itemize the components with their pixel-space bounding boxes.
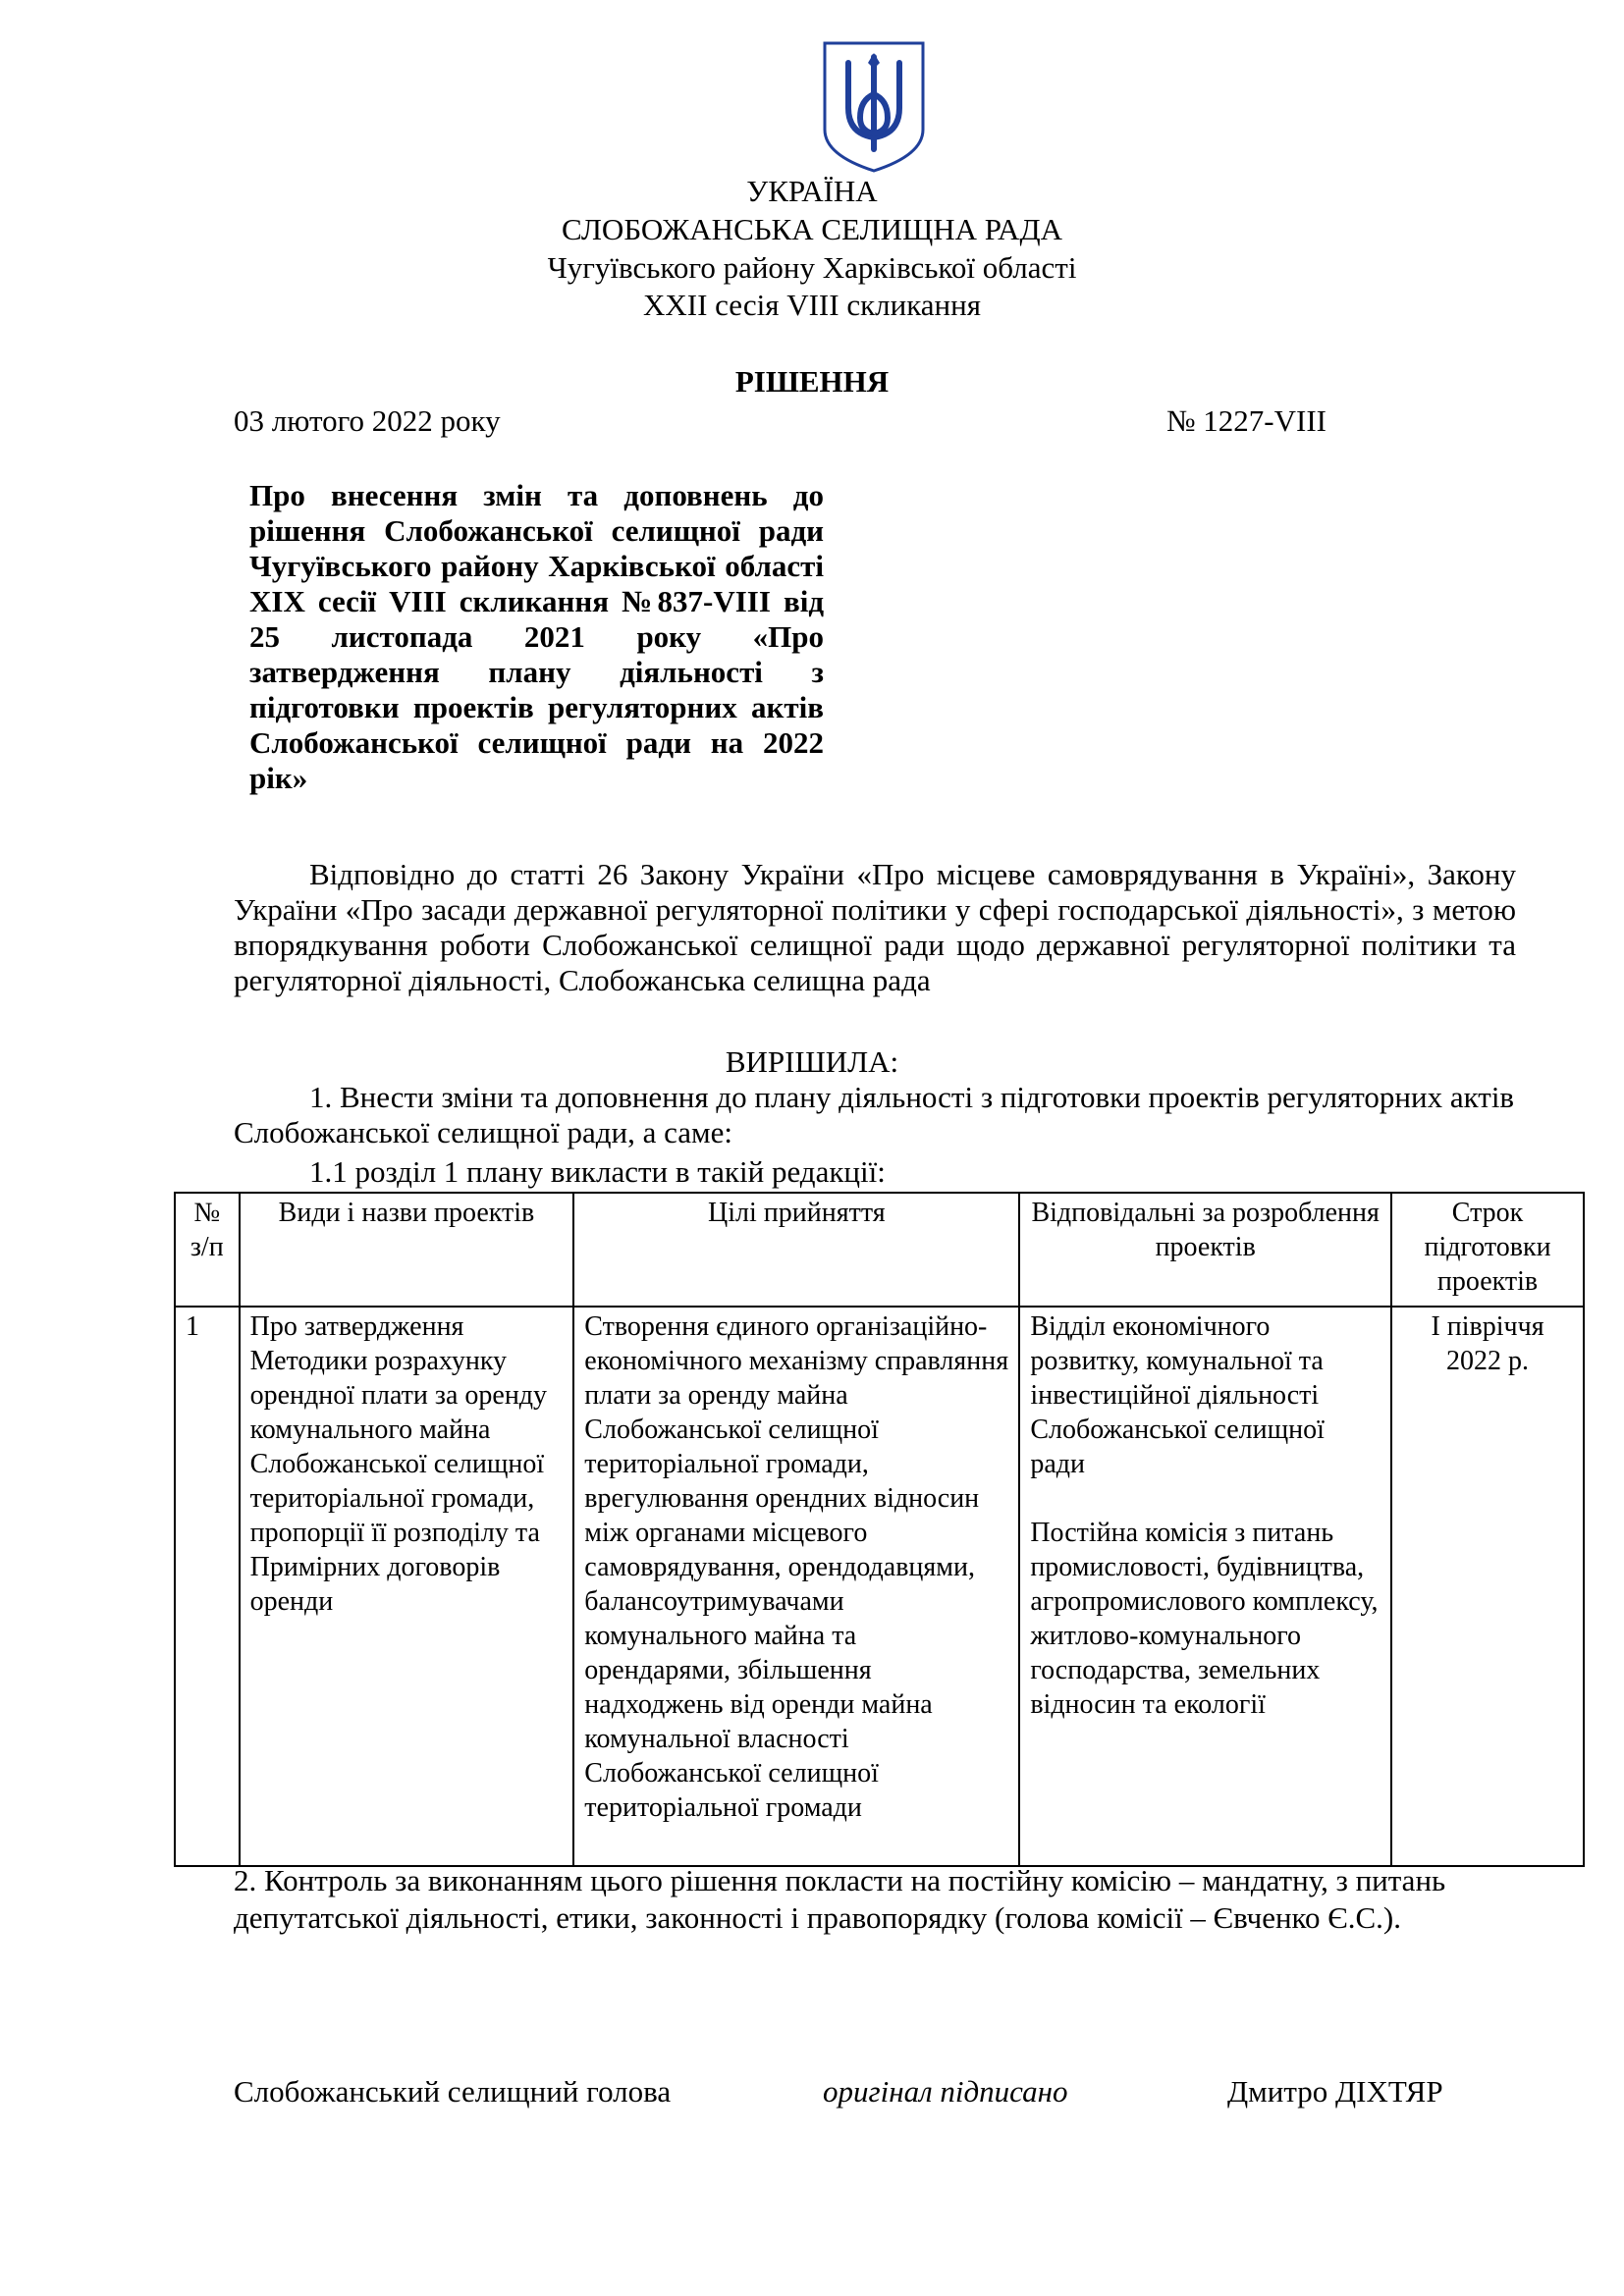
- table-header-row: [175, 1193, 1584, 1307]
- responsible-commission: Постійна комісія з питань промисловості, будівництва, агропромислового комплексу, житлово-комунального господарства, земельних відносин та екології: [1030, 1518, 1379, 1720]
- signatory-position: Слобожанський селищний голова: [234, 2074, 672, 2109]
- document-number: № 1227-VIII: [1165, 403, 1326, 438]
- cell-project-name: Про затвердження Методики розрахунку орендної плати за оренду комунального майна Слобожанської селищної територіальної громади, пропорції її розподілу та Примірних договорів оренди: [240, 1307, 574, 1866]
- preamble-paragraph: Відповідно до статті 26 Закону України «Про місцеве самоврядування в Україні», Закону України «Про засади державної регуляторної політики у сфері господарської діяльності», з метою впорядкування роботи Слобожанської селищної ради щодо державної регуляторної політики та регуляторної діяльності, Слобожанська селищна рада: [234, 857, 1516, 997]
- coat-of-arms-icon: [819, 39, 929, 175]
- district-name: Чугуївського району Харківської області: [547, 250, 1077, 285]
- table-row: [175, 1307, 1584, 1866]
- header-responsible: Відповідальні за розроблення проектів: [1019, 1193, 1391, 1307]
- document-subject: Про внесення змін та доповнень до рішення Слобожанської селищної ради Чугуївського району Харківської області XIX сесії VIII скликання №837-VIII від 25 листопада 2021 року «Про затвердження плану діяльності з підготовки проектів регуляторних актів Слобожанської селищної ради на 2022 рік»: [249, 478, 824, 795]
- point-2: 2. Контроль за виконанням цього рішення покласти на постійну комісію – мандатну, з питань депутатської діяльності, етики, законності і правопорядку (голова комісії – Євченко Є.С.).: [234, 1863, 1446, 1935]
- document-title: РІШЕННЯ: [734, 364, 890, 399]
- cell-num: 1: [175, 1307, 240, 1866]
- council-name: СЛОБОЖАНСЬКА СЕЛИЩНА РАДА: [562, 212, 1062, 246]
- cell-responsible: [1019, 1307, 1391, 1866]
- responsible-department: Відділ економічного розвитку, комунальної та інвестиційної діяльності Слобожанської селищної ради: [1030, 1311, 1325, 1479]
- country-name: УКРАЇНА: [746, 174, 878, 208]
- signature-note: оригінал підписано: [823, 2074, 1068, 2109]
- point-1: 1. Внести зміни та доповнення до плану діяльності з підготовки проектів регуляторних актів Слобожанської селищної ради, а саме:: [234, 1080, 1515, 1149]
- cell-goal: Створення єдиного організаційно-економічного механізму справляння плати за оренду майна Слобожанської селищної територіальної громади, врегулювання орендних відносин між органами місцевого самоврядування, орендодавцями, балансоутримувачами комунального майна та орендарями, збільшення надходжень від оренди майна комунальної власності Слобожанської селищної територіальної громади: [573, 1307, 1019, 1866]
- session-name: XXII сесія VIII скликання: [643, 288, 981, 322]
- document-date: 03 лютого 2022 року: [234, 403, 501, 438]
- header-num: № з/п: [175, 1193, 240, 1307]
- header-project-name: Види і назви проектів: [240, 1193, 574, 1307]
- header-term: Строк підготовки проектів: [1391, 1193, 1584, 1307]
- cell-term: I півріччя 2022 р.: [1391, 1307, 1584, 1866]
- plan-table: [174, 1192, 1585, 1867]
- header-goal: Цілі прийняття: [573, 1193, 1019, 1307]
- point-1-1: 1.1 розділ 1 плану викласти в такій редакції:: [309, 1154, 886, 1189]
- decided-heading: ВИРІШИЛА:: [725, 1044, 899, 1079]
- signatory-name: Дмитро ДІХТЯР: [1227, 2074, 1443, 2109]
